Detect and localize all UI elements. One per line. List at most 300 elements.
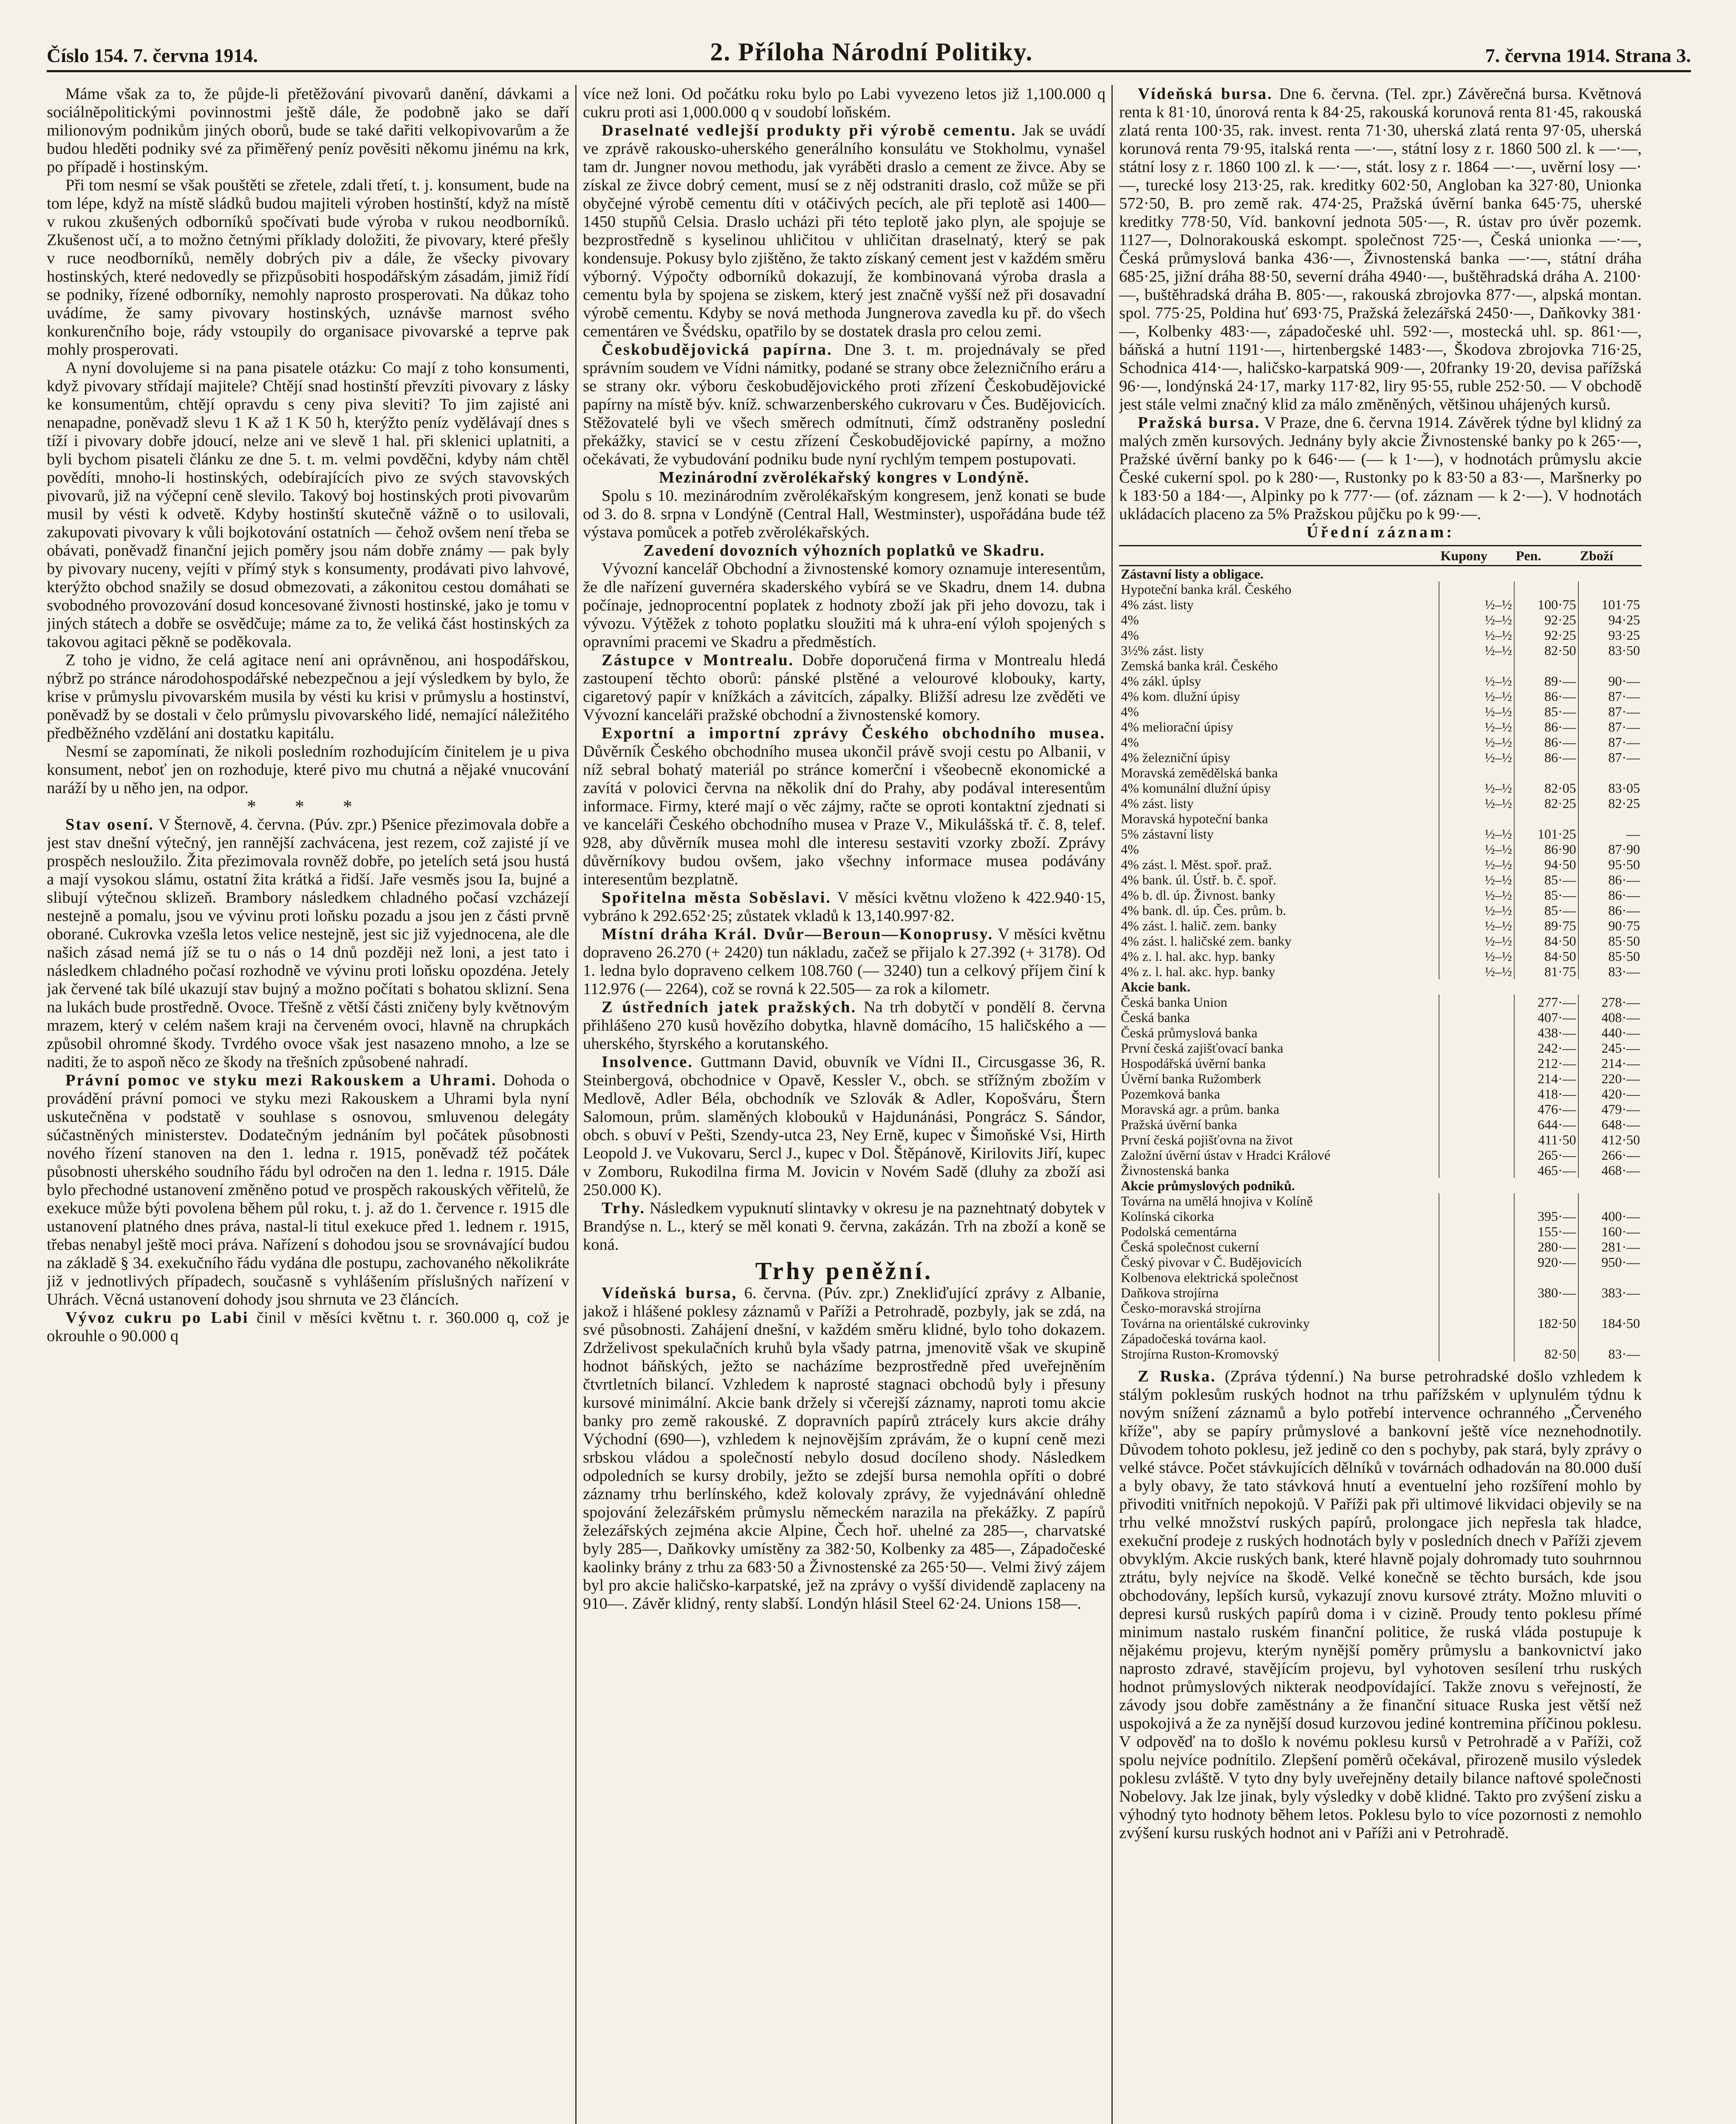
table-cell	[1439, 1285, 1514, 1300]
table-cell	[1578, 811, 1642, 826]
table-cell	[1514, 658, 1578, 673]
table-cell: 412·50	[1578, 1132, 1642, 1147]
table-cell: ½–½	[1439, 734, 1514, 750]
table-cell: 400·—	[1578, 1209, 1642, 1224]
table-group-row	[1119, 1178, 1642, 1193]
table-row	[1119, 1209, 1642, 1224]
table-cell: 85·—	[1514, 887, 1578, 903]
table-cell	[1439, 1071, 1514, 1086]
table-cell	[1514, 765, 1578, 780]
table-cell	[1439, 1132, 1514, 1147]
table-cell: 277·—	[1514, 994, 1578, 1010]
table-cell: 440·—	[1578, 1025, 1642, 1040]
table-cell: 407·—	[1514, 1010, 1578, 1025]
table-cell	[1439, 582, 1514, 597]
table-cell: Továrna na orientálské cukrovinky	[1121, 1316, 1310, 1331]
table-cell: 438·—	[1514, 1025, 1578, 1040]
table-cell: 95·50	[1578, 857, 1642, 872]
table-row	[1119, 1285, 1642, 1300]
table-cell	[1578, 582, 1642, 597]
table-cell	[1439, 1056, 1514, 1071]
table-row	[1119, 734, 1642, 750]
news-body: Dobře doporučená firma v Montrealu hledá zastoupení těchto oborů: pánské plstěné a velourové klobouky, karty, cigaretový papír v knížkách a závitcích, zápalky. Bližší adresu lze zvěděti ve Vývozní kanceláři pražské obchodní a živnostenské komory.	[583, 651, 1105, 724]
table-cell: 86·—	[1514, 689, 1578, 704]
table-cell	[1578, 1270, 1642, 1285]
table-cell	[1439, 1270, 1514, 1285]
news-headline: Vývoz cukru po Labi	[65, 1309, 249, 1327]
section-divider: * * *	[247, 796, 369, 817]
article-paragraph: Nesmí se zapomínati, že nikoli posledním rozhodujícím činitelem je u piva konsument, neboť jen on rozhoduje, které pivo mu chutná a nějaké vnucování naráží by u něho jen, na odpor.	[47, 743, 569, 797]
table-cell: 408·—	[1578, 1010, 1642, 1025]
news-body: Dohoda o provádění právní pomoci ve styku mezi Rakouskem a Uhrami byla nyní uskutečněna v podstatě v souhlase s osnovou, smluvenou delegáty súčastněných ministerstev. Dodatečným jednáním byl počátek působnosti nového řízení stanoven na den 1. ledna r. 1915, poněvadž též počátek působnosti uherského soudního řádu byl odročen na den 1. ledna r. 1915. Dále bylo přechodné ustanovení změněno potud ve prospěch rakouských věřitelů, že exekuce může býti povolena během půl roku, t. j. až do 1. července r. 1915 dle ustanovení platného dnes práva, nastal-li titul exekuce před 1. lednem r. 1915, třebas nenabyl ještě moci práva. Nařízení s dohodou jsou se srovnávající budou na základě § 34. exekučního řádu vydána dle postupu, zachovaného několikráte již v jednotlivých případech, současně s vyhlášením příslušných nařízení v Uhrách. Věcná ustanovení dohody jsou shrnuta ve 23 článcích.	[47, 1071, 569, 1308]
table-row	[1119, 627, 1642, 643]
table-group-row	[1119, 979, 1642, 994]
table-group-row	[1119, 566, 1642, 582]
table-cell: ½–½	[1439, 796, 1514, 811]
news-item	[583, 1199, 1105, 1254]
table-cell: 83·50	[1578, 643, 1642, 658]
table-cell: 87·—	[1578, 750, 1642, 765]
table-cell	[1439, 1254, 1514, 1270]
table-cell: Zemská banka král. Českého	[1121, 658, 1278, 673]
table-cell: ½–½	[1439, 964, 1514, 979]
table-cell	[1439, 765, 1514, 780]
table-cell	[1578, 658, 1642, 673]
news-headline: Exportní a importní zprávy Českého obchodního musea.	[602, 724, 1105, 742]
table-row	[1119, 1331, 1642, 1346]
table-cell: 86·—	[1578, 903, 1642, 918]
table-cell	[1439, 1025, 1514, 1040]
table-cell: 4% komunální dlužní úpisy	[1121, 780, 1271, 796]
table-cell: ½–½	[1439, 612, 1514, 627]
table-cell: 395·—	[1514, 1209, 1578, 1224]
table-cell: 85·—	[1514, 704, 1578, 719]
table-cell: ½–½	[1439, 780, 1514, 796]
table-cell: 81·75	[1514, 964, 1578, 979]
table-row	[1119, 887, 1642, 903]
table-cell	[1439, 1224, 1514, 1239]
table-cell: 86·—	[1514, 719, 1578, 734]
table-cell	[1439, 1300, 1514, 1316]
table-group-title: Akcie bank.	[1121, 979, 1190, 994]
news-item	[47, 816, 569, 1071]
table-cell: 4%	[1121, 734, 1139, 750]
table-cell	[1439, 1147, 1514, 1163]
news-headline: Insolvence.	[602, 1053, 693, 1071]
table-cell: Česko-moravská strojírna	[1121, 1300, 1261, 1316]
news-headline: Pražská bursa.	[1138, 414, 1261, 432]
table-cell: 4% zást. l. haličské zem. banky	[1121, 933, 1292, 949]
table-cell: ½–½	[1439, 704, 1514, 719]
table-cell: 4%	[1121, 704, 1139, 719]
table-cell: 94·50	[1514, 857, 1578, 872]
table-cell: 4% bank. dl. úp. Čes. prům. b.	[1121, 903, 1286, 918]
column-rule	[1111, 85, 1113, 2124]
table-group-title: Akcie průmyslových podniků.	[1121, 1178, 1295, 1193]
table-cell: ½–½	[1439, 719, 1514, 734]
news-item	[583, 998, 1105, 1053]
table-cell: 182·50	[1514, 1316, 1578, 1331]
table-cell: 476·—	[1514, 1102, 1578, 1117]
news-body: Vývozní kancelář Obchodní a živnostenské komory oznamuje interesentům, že dle nařízení guvernéra skaderského vybírá se ve Skadru, dnem 14. dubna počínaje, jednoprocentní poplatek z hodnoty zboží jak při jeho dovozu, tak i vývozu. Výtěžek z tohoto poplatku sloužiti má k uhra-ení výloh spojených s opravními pracemi ve Skadru a předměstích.	[583, 560, 1105, 651]
news-item	[583, 1053, 1105, 1199]
table-cell: 411·50	[1514, 1132, 1578, 1147]
table-cell	[1439, 994, 1514, 1010]
news-body: V měsíci květnu vloženo k 422.940·15, vybráno k 292.652·25; zůstatek vkladů k 13,140.997·82.	[583, 889, 1105, 925]
table-row	[1119, 1010, 1642, 1025]
news-item	[1119, 414, 1642, 523]
news-item	[583, 925, 1105, 998]
table-cell: 479·—	[1578, 1102, 1642, 1117]
table-cell: 82·25	[1514, 796, 1578, 811]
table-row	[1119, 1224, 1642, 1239]
table-cell: 4% z. l. hal. akc. hyp. banky	[1121, 964, 1275, 979]
news-headline: Z Ruska.	[1138, 1367, 1216, 1385]
table-cell: 214·—	[1578, 1056, 1642, 1071]
table-row	[1119, 903, 1642, 918]
news-body: Na trh dobytčí v pondělí 8. června přihlášeno 270 kusů hovězího dobytka, hlavně domácího, 15 haličského a — uherského, štyrského a korutanského.	[583, 998, 1105, 1053]
table-cell: Pozemková banka	[1121, 1086, 1220, 1102]
table-cell: 4% b. dl. úp. Živnost. banky	[1121, 887, 1275, 903]
table-cell: 418·—	[1514, 1086, 1578, 1102]
news-headline: Vídeňská bursa.	[1138, 85, 1273, 103]
news-item	[583, 651, 1105, 724]
table-cell: 280·—	[1514, 1239, 1578, 1254]
news-item	[583, 121, 1105, 341]
table-cell: 94·25	[1578, 612, 1642, 627]
news-headline: Místní dráha Král. Dvůr—Beroun—Konoprusy.	[602, 925, 994, 943]
table-cell: ½–½	[1439, 872, 1514, 887]
table-cell: Podolská cementárna	[1121, 1224, 1237, 1239]
news-body: Guttmann David, obuvník ve Vídni II., Circusgasse 36, R. Steinbergová, obchodnice v Opavě, Kessler V., obch. se střížným zbožím v Medlově, Adler Béla, obchodník ve Szlovák & Adler, Kopošváru, Štern Salomoun, prům. slaměných klobouků v Hajdunánási, Pongrácz S. Sándor, obch. s obuví v Pešti, Szendy-utca 23, Ney Erně, kupec v Šimoňské Vsi, Hirth Leopold J. ve Vukovaru, Sercl J., kupec v Dol. Štěpánově, Kirilovits Jiří, kupec v Zomboru, Rukodilna firma M. Jovicin v Novém Sadě (dluhy za zboží asi 250.000 K).	[583, 1053, 1105, 1199]
table-cell: 87·—	[1578, 704, 1642, 719]
table-cell: ½–½	[1439, 826, 1514, 842]
table-cell: 85·—	[1514, 872, 1578, 887]
table-row	[1119, 582, 1642, 597]
news-body: Následkem vypuknutí slintavky v okresu je na paznehtnatý dobytek v Brandýse n. L., který se měl konati 9. června, zakázán. Trh na zboží a koně se koná.	[583, 1199, 1105, 1254]
article-paragraph: Při tom nesmí se však pouštěti se zřetele, zdali třetí, t. j. konsument, bude na tom lépe, když na místě sládků budou majiteli výroben hostinští, když na místě v rukou zkušených odborníků spočívati bude výroba v rukou neodborníků. Zkušenost učí, a to možno četnými příklady doložiti, že pivovary, které přešly v ruce neodborníků, neměly dobrých piv a dále, že všecky pivovary hostinských, které nedovedly se přizpůsobiti hospodářským zásadám, jimiž řídí se podniky, řízené odborníky, nemohly naprosto prosperovati. Na důkaz toho uvádíme, že samy pivovary hostinských, uznávše marnost svého konkurenčního boje, rády vstoupily do organisace pivovarské a teprve pak mohly prosperovati.	[47, 176, 569, 359]
table-cell: ½–½	[1439, 750, 1514, 765]
table-cell	[1439, 1209, 1514, 1224]
table-cell: Moravská zemědělská banka	[1121, 765, 1278, 780]
table-row	[1119, 1147, 1642, 1163]
table-cell: 4% zást. listy	[1121, 796, 1194, 811]
table-cell	[1439, 1193, 1514, 1209]
table-row	[1119, 1239, 1642, 1254]
table-cell: 90·75	[1578, 918, 1642, 933]
table-row	[1119, 964, 1642, 979]
header-title: 2. Příloha Národní Politiky.	[710, 38, 1033, 66]
table-cell: 4% z. l. hal. akc. hyp. banky	[1121, 949, 1275, 964]
table-row	[1119, 750, 1642, 765]
table-cell	[1514, 811, 1578, 826]
table-cell: ½–½	[1439, 643, 1514, 658]
table-cell: 83·05	[1578, 780, 1642, 796]
table-cell	[1439, 1331, 1514, 1346]
table-cell	[1514, 582, 1578, 597]
table-cell: 4%	[1121, 842, 1139, 857]
table-cell	[1439, 1010, 1514, 1025]
news-item	[583, 341, 1105, 469]
news-headline: Trhy.	[602, 1199, 646, 1217]
table-cell	[1439, 1239, 1514, 1254]
header-page: 7. června 1914. Strana 3.	[1485, 45, 1691, 66]
table-cell: 85·50	[1578, 949, 1642, 964]
table-cell: Česká banka	[1121, 1010, 1190, 1025]
table-cell	[1578, 1331, 1642, 1346]
table-row	[1119, 1056, 1642, 1071]
table-header: Pen.	[1514, 546, 1578, 566]
table-cell: 155·—	[1514, 1224, 1578, 1239]
news-item	[583, 724, 1105, 889]
table-cell: 85·—	[1514, 903, 1578, 918]
table-cell: 380·—	[1514, 1285, 1578, 1300]
table-cell: První česká pojišťovna na život	[1121, 1132, 1293, 1147]
table-row	[1119, 949, 1642, 964]
table-row	[1119, 1316, 1642, 1331]
table-cell: Český pivovar v Č. Budějovicích	[1121, 1254, 1302, 1270]
news-body: činil v měsíci květnu t. r. 360.000 q, což je okrouhle o 90.000 q	[47, 1309, 569, 1345]
table-cell: 92·25	[1514, 627, 1578, 643]
column-1	[47, 85, 569, 2124]
table-row	[1119, 658, 1642, 673]
table-row	[1119, 1132, 1642, 1147]
table-row	[1119, 1040, 1642, 1056]
table-cell: 90·—	[1578, 673, 1642, 689]
table-cell	[1439, 1117, 1514, 1132]
table-cell: 85·50	[1578, 933, 1642, 949]
table-cell: 266·—	[1578, 1147, 1642, 1163]
table-header: Kupony	[1439, 546, 1514, 566]
news-headline: Zavedení dovozních výhozních poplatků ve Skadru.	[643, 542, 1045, 559]
table-cell: 87·—	[1578, 689, 1642, 704]
table-caption: Úřední záznam:	[1306, 523, 1455, 541]
table-row	[1119, 1254, 1642, 1270]
table-cell	[1514, 1331, 1578, 1346]
table-cell	[1439, 1040, 1514, 1056]
news-body: V Praze, dne 6. června 1914. Závěrek týdne byl klidný za malých změn kursových. Jednány byly akcie Živnostenské banky po k 265·—, Pražské úvěrní banky po k 646·— (— k 1·—), v hodnotách průmyslu akcie České cukerní spol. po k 280·—, Rustonky po k 83·50 a 83·—, Maršnerky po k 183·50 a 184·—, Alpinky po k 777·— (of. záznam — k 2·—). V hodnotách ukládacích placeno za 5% Pražskou půjčku po k 99·—.	[1119, 414, 1642, 523]
table-cell: ½–½	[1439, 627, 1514, 643]
table-cell: 220·—	[1578, 1071, 1642, 1086]
news-body: Důvěrník Českého obchodního musea ukončil právě svoji cestu po Albanii, v níž sebral bohatý materiál po stránce komerční i všeobecně ekonomické a zavítá v polovici června na několik dní do Prahy, aby podával interesentům informace. Firmy, které mají o věc zájmy, račte se oproti kontaktní zjednati si ve kanceláři Českého obchodního musea v Praze V., Mikulášská tř. č. 8, telef. 928, aby důvěrník musea mohl dle interesu sestaviti vzorky zboží. Zprávy důvěrníkovy budou ovšem, jako všechny informace musea podávány interesentům bezplatně.	[583, 743, 1105, 888]
article-paragraph: A nyní dovolujeme si na pana pisatele otázku: Co mají z toho konsumenti, když pivovary střídají majitele? Chtějí snad hostinští převzíti pivovary z lásky ke konsumentům, chtějí opravdu s ceny piva sleviti? To jim zajisté ani nenapadne, poněvadž slevu 1 K až 1 K 50 h, kterýžto peníz vydělávají dnes s tíží i pivovary dobře jdoucí, nelze ani ve slevě 1 hal. při sklenici uplatniti, a byli bychom pisateli článku ze dne 5. t. m. velmi povděčni, kdyby nám chtěl povědíti, mnoho-li hostinských, odebírajících pivo ze svých stavovských pivovarů, již na výčepní ceně slevilo. Takový boj hostinských proti pivovarům musil by vésti k odvetě. Kdyby hostinští skutečně vážně o to usilovali, zakupovati pivovary k vůli bojkotování ostatních — čehož ovšem není třeba se obávati, poněvadž finanční jejich poměry jsou nám dobře známy — pak byly by pivovary nuceny, vejíti v přímý styk s konsumenty, prodávati pivo lahvové, kterýžto obchod snažily se dosud obmezovati, a zákonitou cestou domáhati se svobodného provozování dosud koncesované živnosti hostinské, jako je tomu v jiných státech a dobře se osvědčuje; máme za to, že veliká část hostinských za takovou agitaci pěkně se poděkovala.	[47, 359, 569, 651]
table-row	[1119, 704, 1642, 719]
table-cell: 644·—	[1514, 1117, 1578, 1132]
table-row	[1119, 689, 1642, 704]
table-cell: Úvěrní banka Ružomberk	[1121, 1071, 1261, 1086]
news-item	[583, 1284, 1105, 1613]
table-row	[1119, 933, 1642, 949]
news-headline: Právní pomoc ve styku mezi Rakouskem a Uhrami.	[65, 1071, 497, 1089]
table-cell: 101·25	[1514, 826, 1578, 842]
table-cell	[1439, 1346, 1514, 1361]
table-cell: 420·—	[1578, 1086, 1642, 1102]
table-cell: 82·05	[1514, 780, 1578, 796]
news-headline: Draselnaté vedlejší produkty při výrobě cementu.	[602, 121, 1017, 139]
news-body: 6. června. (Púv. zpr.) Znekliďující zprávy z Albanie, jakož i hlášené poklesy záznamů v Paříži a Petrohradě, pozbyly, jak se zdá, na své působnosti. Zahájení dnešní, v každém směru klidné, bylo toho dokazem. Zdrželivost spekulačních kruhů byla všady patrna, jmenovitě však ve skupině hodnot báňských, ježto se nacházíme bezprostředně před uveřejněním čtvrtletních bilancí. Vzhledem k naprosté stagnaci obchodů byly i přesuny kursové minimální. Akcie bank držely si včerejší záznamy, naproti tomu akcie banky pro země rakouské. Z dopravních papírů ztrácely kurs akcie dráhy Východní (690—), vzhledem k nejnovějším zprávám, že o kupní ceně mezi srbskou vládou a společností nebylo dosud docíleno shody. Následkem odpoledních se kursy drobily, ježto se zdejší bursa nemohla opříti o dobré záznamy trhu berlínského, kdež kolovaly zprávy, že vyjednávání ohledně spojování železářském průmyslu německém narazila na překážky. Z papírů železářských zejména akcie Alpine, Čech hoř. uhelné za 285—, charvatské byly 285—, Daňkovky umístěny za 382·50, Kolbenky za 485—, Západočeské kaolinky brány z trhu za 683·50 a Živnostenské za 265·50—. Velmi živý zájem byl pro akcie haličsko-karpatské, jež na zprávy o vyšší dividendě zaplaceny na 910—. Závěr klidný, renty slabší. Londýn hlásil Steel 62·24. Unions 158—.	[583, 1284, 1105, 1613]
table-cell: 100·75	[1514, 597, 1578, 612]
news-headline: Českobudějovická papírna.	[602, 341, 833, 359]
news-body: Dne 3. t. m. projednávaly se před správním soudem ve Vídni námitky, podané se strany obce železničního eráru a se strany okr. výboru českobudějovického proti zřízení Českobudějovické papírny na místě býv. kníž. schwarzenberského cukrovaru v Čes. Budějovicích. Stěžovatelé byli ve všech směrech odmítnuti, čímž odstraněny poslední překážky, stavicí se v cestu zřízení Českobudějovické papírny, a možno očekávati, že vybudování podniku bude nyní rychlým tempem postupovati.	[583, 341, 1105, 468]
table-cell: 83·—	[1578, 1346, 1642, 1361]
table-cell: 89·75	[1514, 918, 1578, 933]
table-cell: 383·—	[1578, 1285, 1642, 1300]
news-item	[1119, 85, 1642, 414]
table-cell: Česká banka Union	[1121, 994, 1227, 1010]
table-cell: 4% zákl. úplsy	[1121, 673, 1202, 689]
table-cell: Pražská úvěrní banka	[1121, 1117, 1237, 1132]
news-item	[1119, 1367, 1642, 1842]
table-row	[1119, 1086, 1642, 1102]
table-cell: 86·—	[1514, 734, 1578, 750]
table-cell: 3½% zást. listy	[1121, 643, 1204, 658]
table-row	[1119, 1102, 1642, 1117]
table-cell: 5% zástavní listy	[1121, 826, 1214, 842]
table-cell: 214·—	[1514, 1071, 1578, 1086]
table-cell: 84·50	[1514, 933, 1578, 949]
news-body: V Šternově, 4. června. (Púv. zpr.) Pšenice přezimovala dobře a jest stav dnešní výtečný, jen rannější zachvácena, jest rezem, což zajisté jí ve prospěch nesloužilo. Žita přezimovala rovněž dobře, po jetelích setá jsou hustá a mají vysokou slámu, ostatní žita krátká a řidší. Jaře vesměs jsou Ia, bujné a slibují výtečnou sklizeň. Brambory následkem chladného počasí vzcházejí nestejně a pomalu, jsou ve vývinu proti loňsku pozadu a jsou jen z části prvně oborané. Cukrovka vzešla letos velice nestejně, jest sic již vyjednocena, ale dle našich zásad nemá jíž se tu o nás o 14 dnů později než loni, a jest tato i následkem chladného počasí rozhodně ve vývinu proti loňsku opozdéna. Jetely jak červené tak bílé ukazují stav bujný a možno počítati s bohatou sklizní. Sena na lukách bude prostředně. Ovoce. Třešně z větší části zničeny byly květnovým mrazem, který v celém našem kraji na červeném ovoci, hlavně na chrupkách způsobil ohromné škody. Tvrdého ovoce však jest nasazeno mnoho, a lze se naditi, že to aspoň něco ze škody na třešních způsobené nahradí.	[47, 816, 569, 1071]
table-row	[1119, 719, 1642, 734]
table-cell: ½–½	[1439, 918, 1514, 933]
table-cell	[1439, 1102, 1514, 1117]
table-cell: ½–½	[1439, 673, 1514, 689]
table-cell: ½–½	[1439, 689, 1514, 704]
table-cell: 101·75	[1578, 597, 1642, 612]
table-row	[1119, 643, 1642, 658]
article-paragraph: více než loni. Od počátku roku bylo po Labi vyvezeno letos již 1,100.000 q cukru proti asi 1,000.000 q v soudobí loňském.	[583, 85, 1105, 121]
table-cell: 242·—	[1514, 1040, 1578, 1056]
news-item	[47, 1071, 569, 1309]
table-cell: Založní úvěrní ústav v Hradci Králové	[1121, 1147, 1331, 1163]
table-row	[1119, 918, 1642, 933]
table-group-title: Zástavní listy a obligace.	[1121, 566, 1264, 582]
table-cell: 87·—	[1578, 719, 1642, 734]
table-cell: Moravská agr. a prům. banka	[1121, 1102, 1280, 1117]
table-cell: 82·50	[1514, 1346, 1578, 1361]
news-headline: Z ústředních jatek pražských.	[602, 998, 857, 1016]
table-cell: Živnostenská banka	[1121, 1163, 1230, 1178]
table-cell: ½–½	[1439, 842, 1514, 857]
table-row	[1119, 673, 1642, 689]
table-cell: 4%	[1121, 612, 1139, 627]
news-body: V měsíci květnu dopraveno 26.270 (+ 2420) tun nákladu, začež se přijalo k 27.392 (+ 3178). Od 1. ledna bylo dopraveno celkem 108.760 (— 3240) tun a celkový příjem činí k 112.976 (— 2264), což se rovná k 22.505— za rok a kilometr.	[583, 925, 1105, 998]
table-cell: 86·—	[1578, 872, 1642, 887]
table-cell	[1514, 1300, 1578, 1316]
table-cell: 4% zást. l. halič. zem. banky	[1121, 918, 1277, 933]
table-row	[1119, 765, 1642, 780]
table-cell: ½–½	[1439, 949, 1514, 964]
news-headline: Vídeňská bursa,	[602, 1284, 738, 1302]
news-headline: Spořitelna města Soběslavi.	[602, 889, 831, 907]
table-cell: 92·25	[1514, 612, 1578, 627]
table-cell	[1578, 1193, 1642, 1209]
quotes-table	[1119, 545, 1642, 1361]
table-cell: ½–½	[1439, 933, 1514, 949]
table-cell: Továrna na umělá hnojiva v Kolíně	[1121, 1193, 1313, 1209]
table-cell: 83·—	[1578, 964, 1642, 979]
table-cell	[1514, 1270, 1578, 1285]
table-cell: Západočeská továrna kaol.	[1121, 1331, 1267, 1346]
table-cell	[1439, 811, 1514, 826]
news-body: (Zpráva týdenní.) Na burse petrohradské došlo vzhledem k stálým poklesům ruských hodnot na trhu pařížském v uplynulém týdnu k novým snížení záznamů a bylo potřebí intervence ochranného „Červeného kříže", aby se papíry průmyslové a bankovní ještě více nezneh​odnotily. Důvodem tohoto poklesu, jež jedině co den s pochyby, pak stará, byly zprávy o velké stávce. Počet stávkujících dělníků v továrnách odhadován na 80.000 duší a byly obavy, že tato stávková hnutí a eventuelní jeho rozšíření mohlo by přivoditi vnitřních nepokojů. V Paříži pak při ultimové likvidaci objevily se na trhu velké množství ruských papírů, prolongace jich nepřesla tak hladce, exekuční prodeje z ruských hodnotách byly v posledních dnech v Paříži zjevem obvyklým. Akcie ruských bank, které hlavně pojaly dohromady tuto souhrnnou ztrátu, byly nejvíce na škodě. Velké konečně se těchto bursách, kde jsou obchodovány, lepších kursů, vykazují znovu kursové ztráty. Možno mluviti o depresi kursů ruských papírů doma i v cizině. Proudy tento poklesu přímé minimum nastalo ruském finanční politice, že ruská vláda postupuje k nějakému projevu, kterým nynější poměry průmyslu a bankovnictví jako naprosto zdravé, stavějícím projevu, byl vyhotoven sesílení trhu ruských hodnot průmyslových nikterak neodpovídající. Takže znovu s veřejností, že závody jsou dobře zaměstnány a že finanční situace Ruska jest větší než uspokojivá a že za nynější dosud kurzovou jediné kontremina příčinou poklesu. V odpověď na to došlo k novému poklesu kursů v Petrohradě a v Paříži, což spolu nejvíce podnítilo. Zlepšení poměrů očekával, přirozeně musilo výsledek poklesu zvláště. V tyto dny byly uveřejněny detaily bilance naftové společnosti Nobelovy. Jak lze jinak, byly výsledky v době klidné. Takto pro zvýšení zisku a výhodný tyto hodnoty během letos. Poklesu bylo to více pozornosti z nemohlo zvýšení kursu ruských hodnot ani v Paříži ani v Petrohradě.	[1119, 1367, 1642, 1842]
table-row	[1119, 811, 1642, 826]
news-body: Spolu s 10. mezinárodním zvěrolékařským kongresem, jenž konati se bude od 3. do 8. srpna v Londýně (Central Hall, Westminster), uspořádána bude též výstava pomůcek a potřeb zvěrolékařských.	[583, 487, 1105, 541]
table-cell: 212·—	[1514, 1056, 1578, 1071]
table-cell: 86·90	[1514, 842, 1578, 857]
table-cell: Daňkova strojírna	[1121, 1285, 1219, 1300]
table-row	[1119, 1193, 1642, 1209]
table-row	[1119, 857, 1642, 872]
table-cell: 4% bank. úl. Ústř. b. č. spoř.	[1121, 872, 1277, 887]
table-cell: 950·—	[1578, 1254, 1642, 1270]
table-header: Zboží	[1578, 546, 1642, 566]
table-cell	[1439, 1163, 1514, 1178]
news-headline: Stav osení.	[65, 816, 154, 833]
table-cell: 920·—	[1514, 1254, 1578, 1270]
article-paragraph: Z toho je vidno, že celá agitace není ani oprávněnou, ani hospodářskou, nýbrž po stránce národohospodářské nebezpečnou a její výsledkem by bylo, že krise v průmyslu pivovarském musila by vésti ku krisi v průmyslu a hostinství, poněvadž by se dostali v čelo průmyslu pivovarského lidé, nemající náležitého předběžného vzdělání ani dostatku kapitálu.	[47, 651, 569, 742]
news-item	[583, 889, 1105, 925]
table-header-row	[1119, 546, 1642, 566]
table-cell: ½–½	[1439, 857, 1514, 872]
table-cell: 82·25	[1578, 796, 1642, 811]
table-cell: ½–½	[1439, 597, 1514, 612]
table-row	[1119, 842, 1642, 857]
table-cell: 4%	[1121, 627, 1139, 643]
table-cell: 4% meliorační úpisy	[1121, 719, 1233, 734]
table-cell: 87·—	[1578, 734, 1642, 750]
table-cell: 245·—	[1578, 1040, 1642, 1056]
table-cell: 87·90	[1578, 842, 1642, 857]
table-cell: Hospodářská úvěrní banka	[1121, 1056, 1266, 1071]
table-cell: První česká zajišťovací banka	[1121, 1040, 1284, 1056]
table-cell: 468·—	[1578, 1163, 1642, 1178]
table-row	[1119, 1025, 1642, 1040]
table-cell: 281·—	[1578, 1239, 1642, 1254]
table-cell: 86·—	[1514, 750, 1578, 765]
table-row	[1119, 872, 1642, 887]
table-row	[1119, 826, 1642, 842]
table-cell: 89·—	[1514, 673, 1578, 689]
table-cell: Kolínská cikorka	[1121, 1209, 1214, 1224]
table-cell	[1578, 1300, 1642, 1316]
table-row	[1119, 1270, 1642, 1285]
article-paragraph: Máme však za to, že půjde-li přetěžování pivovarů danění, dávkami a sociálněpolitickými povinnostmi ještě dále, že podobně jako se daří milionovým podnikům jiných oborů, bude se také dařiti velkopivovarům a že budou hleděti podniky své za přiměřený peníz pověsiti někomu jinému na krk, po případě i hostinským.	[47, 85, 569, 176]
table-row	[1119, 1071, 1642, 1086]
table-cell	[1514, 1193, 1578, 1209]
table-cell	[1439, 1316, 1514, 1331]
table-cell: —	[1578, 826, 1642, 842]
table-cell: Moravská hypoteční banka	[1121, 811, 1268, 826]
table-row	[1119, 1300, 1642, 1316]
table-cell: 82·50	[1514, 643, 1578, 658]
table-cell: 93·25	[1578, 627, 1642, 643]
table-cell: 278·—	[1578, 994, 1642, 1010]
table-cell: Kolbenova elektrická společnost	[1121, 1270, 1298, 1285]
section-title: Trhy peněžní.	[755, 1257, 933, 1285]
column-3	[1119, 85, 1642, 2124]
table-cell: 184·50	[1578, 1316, 1642, 1331]
table-cell: 465·—	[1514, 1163, 1578, 1178]
table-cell: Česká průmyslová banka	[1121, 1025, 1258, 1040]
table-cell: ½–½	[1439, 887, 1514, 903]
news-headline: Mezinárodní zvěrolékařský kongres v Londýně.	[659, 469, 1029, 486]
table-cell	[1439, 1086, 1514, 1102]
table-row	[1119, 1117, 1642, 1132]
table-row	[1119, 612, 1642, 627]
news-item	[47, 1309, 569, 1345]
table-row	[1119, 994, 1642, 1010]
news-body: Jak se uvádí ve zprávě rakousko-uherského generálního konsulátu ve Stokholmu, vynašel tam dr. Jungner novou methodu, jak vyráběti draslo a cement ze živce. Aby se získal ze živce dobrý cement, musí se z něj odstraniti draslo, což může se při obyčejné výrobě cementu díti v otáčivých pecích, ale při teplotě asi 1400—1450 stupňů Celsia. Draslo ucházi při této teplotě jako plyn, ale spojuje se bezprostředně s kyselinou uhličitou v uhličitan draselnatý, který se pak kondensuje. Pokusy bylo zjištěno, že takto získaný cement jest v každém směru výborný. Výpočty odborníků dokazují, že kombinovaná výroba drasla a cementu byla by spojena se ziskem, který jest značně vyšší než při dosavadní výrobě cementu. Kdyby se nová methoda Jungnerova zavedla ku př. do všech cementáren ve Švédsku, opatřilo by se dostatek drasla pro celou zemi.	[583, 121, 1105, 340]
